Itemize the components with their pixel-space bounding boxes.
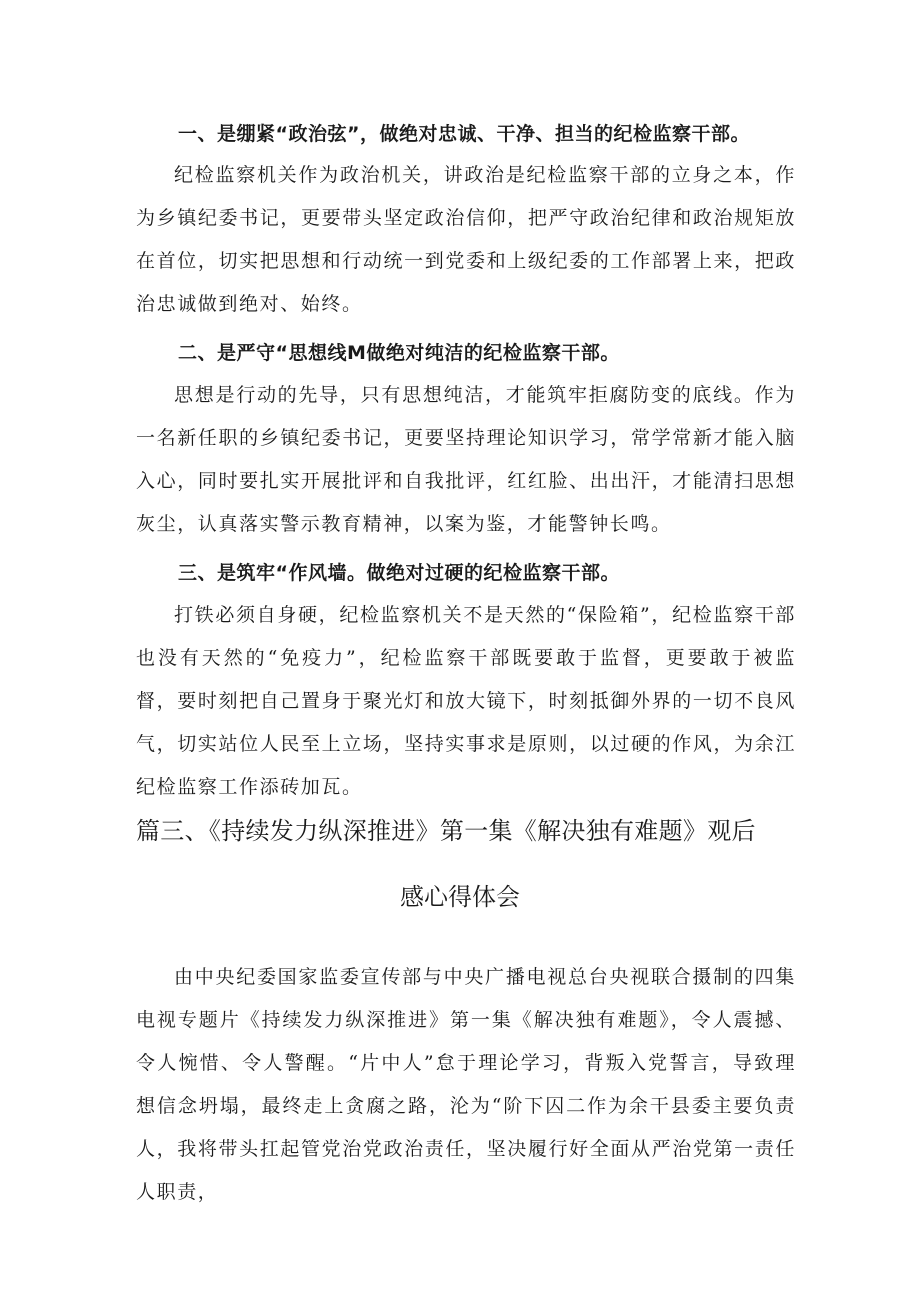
section-1-paragraph: 纪检监察机关作为政治机关，讲政治是纪检监察干部的立身之本，作为乡镇纪委书记，更要带头坚定政治信仰，把严守政治纪律和政治规矩放在首位，切实把思想和行动统一到党委和上级纪委的工作部署上来，把政治忠诚做到绝对、始终。 bbox=[136, 164, 796, 315]
section-3-paragraph: 打铁必须自身硬，纪检监察机关不是天然的“保险箱”，纪检监察干部也没有天然的“免疫力”，纪检监察干部既要敢于监督，更要敢于被监督，要时刻把自己置身于聚光灯和放大镜下，时刻抵御外界的一切不良风气，切实站位人民至上立场，坚持实事求是原则，以过硬的作风，为余江纪检监察工作添砖加瓦。 bbox=[136, 604, 796, 798]
article-body-paragraph: 由中央纪委国家监委宣传部与中央广播电视总台央视联合摄制的四集电视专题片《持续发力纵深推进》第一集《解决独有难题》，令人震撼、令人惋惜、令人警醒。“片中人”怠于理论学习，背叛入党誓言，导致理想信念坍塌，最终走上贪腐之路，沦为“阶下囚二作为余干县委主要负责人，我将带头扛起管党治党政治责任，坚决履行好全面从严治党第一责任人职责， bbox=[136, 966, 796, 1203]
section-3-heading: 三、是筑牢“作风墙。做绝对过硬的纪检监察干部。 bbox=[178, 562, 620, 584]
section-2-paragraph: 思想是行动的先导，只有思想纯洁，才能筑牢拒腐防变的底线。作为一名新任职的乡镇纪委书记，更要坚持理论知识学习，常学常新才能入脑入心，同时要扎实开展批评和自我批评，红红脸、出出汗，才能清扫思想灰尘，认真落实警示教育精神，以案为鉴，才能警钟长鸣。 bbox=[136, 384, 796, 535]
section-2-heading: 二、是严守“思想线M做绝对纯洁的纪检监察干部。 bbox=[178, 342, 620, 364]
section-1-heading: 一、是绷紧“政治弦”，做绝对忠诚、干净、担当的纪检监察干部。 bbox=[178, 123, 750, 145]
article-title-line-2: 感心得体会 bbox=[400, 883, 520, 911]
article-title-line-1: 篇三、《持续发力纵深推进》第一集《解决独有难题》观后 bbox=[136, 817, 756, 845]
